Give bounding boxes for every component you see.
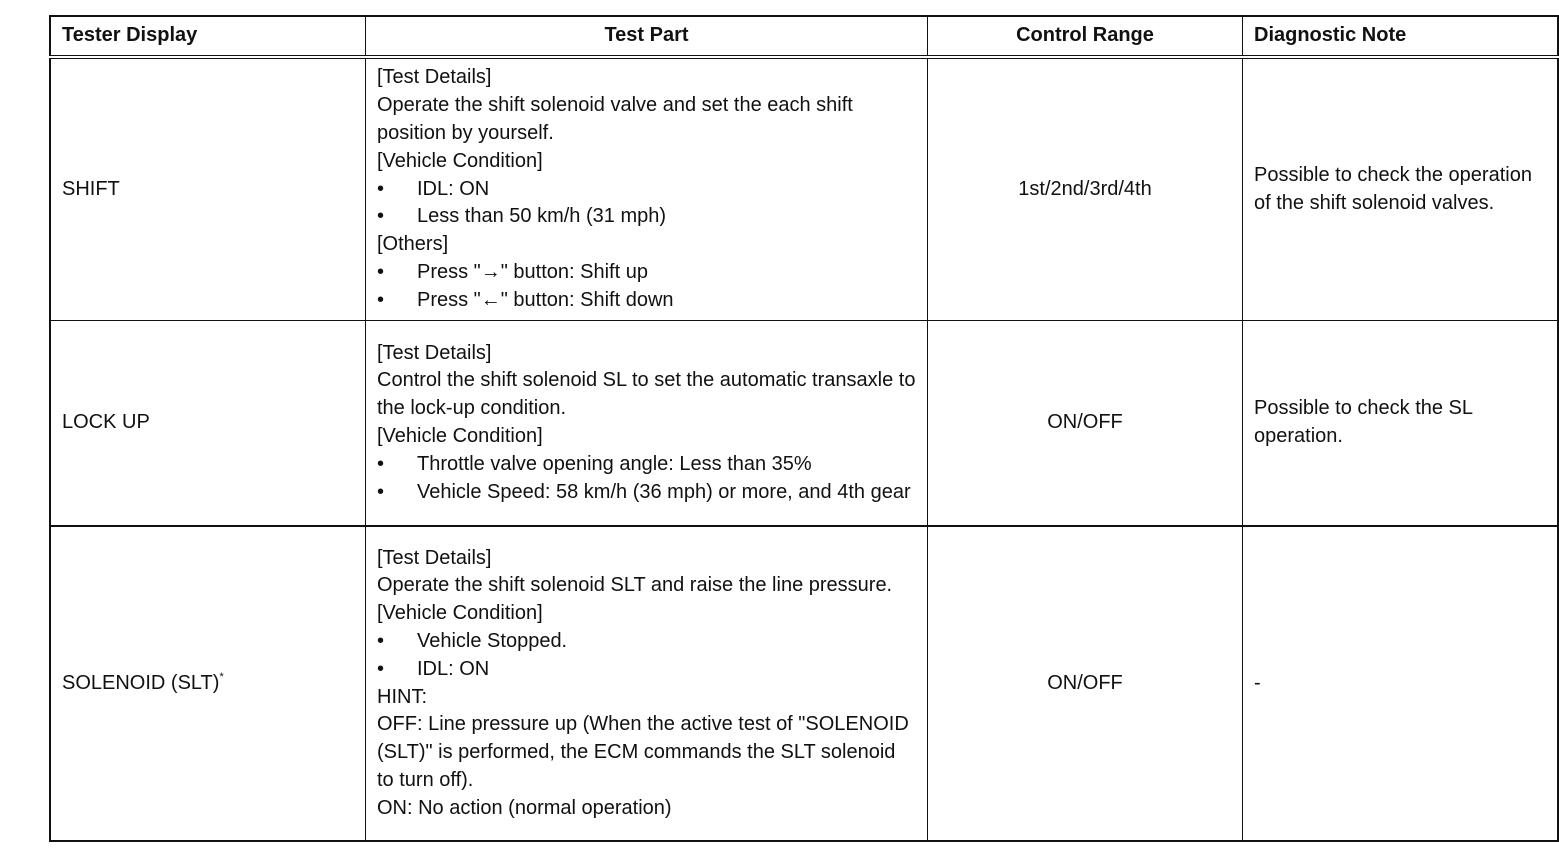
diagnostic-note-cell: - bbox=[1243, 526, 1559, 841]
bullet-icon: • bbox=[377, 629, 385, 652]
tester-display-cell: SHIFT bbox=[50, 57, 366, 321]
list-item-text: Vehicle Stopped. bbox=[417, 629, 568, 652]
footnote-marker: * bbox=[219, 670, 224, 683]
list-item-text: Less than 50 km/h (31 mph) bbox=[417, 205, 667, 228]
list-item-text: Press "→" button: Shift up bbox=[417, 260, 648, 283]
bullet-icon: • bbox=[377, 452, 385, 475]
table-row bbox=[50, 526, 1558, 841]
bullet-icon: • bbox=[377, 288, 385, 311]
list-item bbox=[377, 628, 916, 656]
hint-label: HINT: bbox=[377, 685, 427, 708]
list-item-text: Throttle valve opening angle: Less than 35% bbox=[417, 452, 812, 475]
vehicle-condition-label: [Vehicle Condition] bbox=[377, 425, 543, 447]
bullet-icon: • bbox=[377, 205, 385, 228]
list-item-text: Vehicle Speed: 58 km/h (36 mph) or more, and 4th gear bbox=[417, 480, 911, 503]
list-item bbox=[377, 656, 916, 684]
list-item bbox=[377, 451, 916, 479]
test-details-text: Operate the shift solenoid valve and set the each shift position by yourself. bbox=[377, 94, 853, 144]
diagnostic-note-cell: Possible to check the SL operation. bbox=[1243, 321, 1559, 527]
tester-display-cell bbox=[50, 526, 366, 841]
tester-display-text: SOLENOID (SLT) bbox=[62, 671, 220, 694]
test-part-cell bbox=[366, 526, 928, 841]
list-item bbox=[377, 176, 916, 204]
header-row bbox=[50, 16, 1558, 57]
test-details-text: Operate the shift solenoid SLT and raise the line pressure. bbox=[377, 574, 893, 597]
table-row bbox=[50, 57, 1558, 321]
control-range-cell: 1st/2nd/3rd/4th bbox=[928, 57, 1243, 321]
others-label: [Others] bbox=[377, 233, 449, 256]
header-test-part: Test Part bbox=[366, 16, 928, 57]
list-item-text: Press "←" button: Shift down bbox=[417, 288, 674, 311]
diagnostic-note-cell: Possible to check the operation of the shift solenoid valves. bbox=[1243, 57, 1559, 321]
vehicle-condition-label: [Vehicle Condition] bbox=[377, 149, 543, 172]
list-item bbox=[377, 287, 916, 315]
bullet-icon: • bbox=[377, 480, 385, 503]
header-tester-display: Tester Display bbox=[50, 16, 366, 57]
list-item-text: IDL: ON bbox=[417, 177, 490, 200]
active-test-table bbox=[49, 15, 1559, 842]
list-item bbox=[377, 479, 916, 507]
list-item bbox=[377, 203, 916, 231]
test-details-label: [Test Details] bbox=[377, 546, 492, 569]
bullet-icon: • bbox=[377, 657, 385, 680]
header-diagnostic-note: Diagnostic Note bbox=[1243, 16, 1559, 57]
test-details-text: Control the shift solenoid SL to set the automatic transaxle to the lock-up condition. bbox=[377, 369, 916, 420]
bullet-icon: • bbox=[377, 260, 385, 283]
test-details-label: [Test Details] bbox=[377, 66, 492, 89]
control-range-cell: ON/OFF bbox=[928, 526, 1243, 841]
vehicle-condition-label: [Vehicle Condition] bbox=[377, 602, 543, 625]
control-range-cell: ON/OFF bbox=[928, 321, 1243, 527]
hint-off-text: OFF: Line pressure up (When the active test of "SOLENOID (SLT)" is performed, the ECM commands the SLT solenoid to turn off). bbox=[377, 713, 909, 791]
bullet-icon: • bbox=[377, 177, 385, 200]
list-item bbox=[377, 259, 916, 287]
header-control-range: Control Range bbox=[928, 16, 1243, 57]
test-part-cell bbox=[366, 321, 928, 527]
test-details-label: [Test Details] bbox=[377, 341, 492, 364]
test-part-cell bbox=[366, 57, 928, 321]
hint-on-text: ON: No action (normal operation) bbox=[377, 796, 672, 819]
tester-display-cell: LOCK UP bbox=[50, 321, 366, 527]
table-row bbox=[50, 321, 1558, 527]
list-item-text: IDL: ON bbox=[417, 657, 490, 680]
